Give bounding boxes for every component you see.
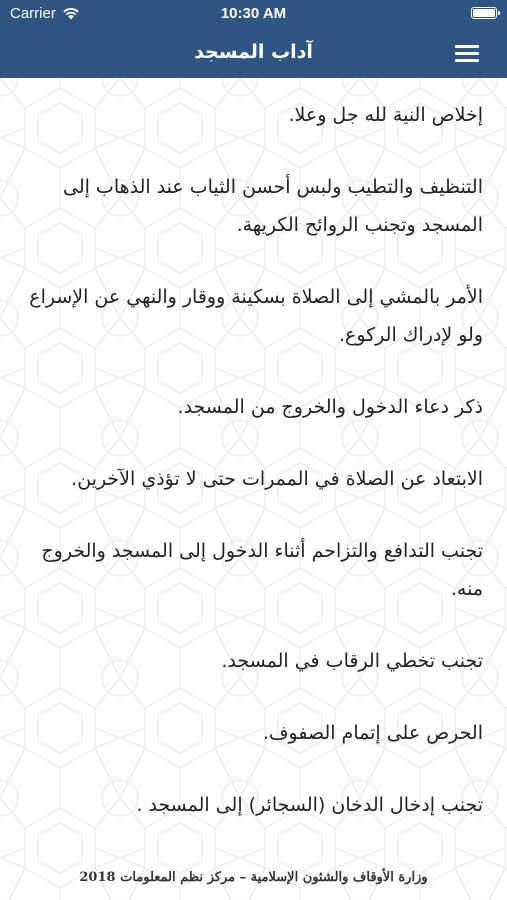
carrier-label: Carrier <box>10 5 56 22</box>
list-item: الأمر بالمشي إلى الصلاة بسكينة ووقار والنهي عن الإسراع ولو لإدراك الركوع. <box>29 286 483 346</box>
list-item: تجنب إدخال الدخان (السجائر) إلى المسجد . <box>136 794 483 816</box>
list-item: الابتعاد عن الصلاة في الممرات حتى لا تؤذي الآخرين. <box>71 468 483 490</box>
status-bar <box>0 0 507 28</box>
etiquette-list <box>22 96 483 858</box>
list-item: تجنب التدافع والتزاحم أثناء الدخول إلى المسجد والخروج منه. <box>41 540 483 600</box>
hamburger-menu-icon[interactable] <box>455 42 481 64</box>
list-item: الحرص على إتمام الصفوف. <box>262 722 483 744</box>
clock: 10:30 AM <box>220 5 287 22</box>
list-item: إخلاص النية لله جل وعلا. <box>288 104 483 126</box>
footer-credit: وزارة الأوقاف والشئون الإسلامية – مركز نظم المعلومات 2018 <box>79 870 428 885</box>
content-area[interactable] <box>0 78 507 900</box>
list-item: تجنب تخطي الرقاب في المسجد. <box>221 650 483 672</box>
list-item: ذكر دعاء الدخول والخروج من المسجد. <box>177 396 483 418</box>
page-title: آداب المسجد <box>194 41 313 63</box>
nav-bar <box>0 28 507 78</box>
battery-icon <box>471 7 497 19</box>
list-item: التنظيف والتطيب ولبس أحسن الثياب عند الذهاب إلى المسجد وتجنب الروائح الكريهة. <box>62 176 483 236</box>
